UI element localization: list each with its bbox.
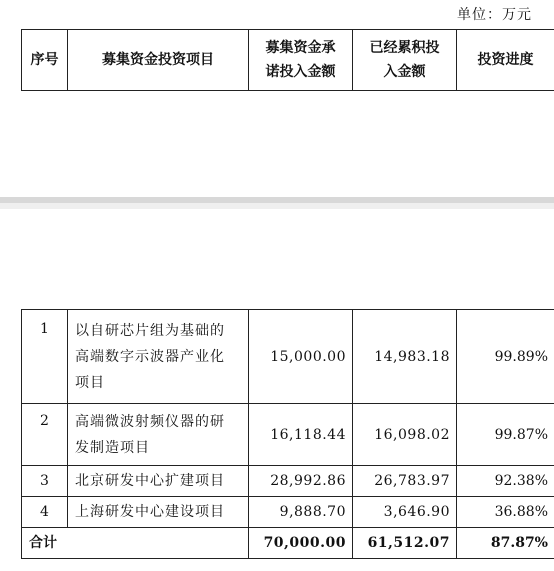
header-no: 序号 [22, 30, 68, 91]
total-label: 合计 [22, 528, 249, 559]
table-row [22, 404, 554, 466]
row-invested: 14,983.18 [353, 310, 457, 404]
total-committed: 70,000.00 [249, 528, 353, 559]
row-progress: 36.88% [457, 497, 554, 528]
header-committed: 募集资金承 诺投入金额 [249, 30, 353, 91]
row-name: 上海研发中心建设项目 [68, 497, 249, 528]
row-committed: 15,000.00 [249, 310, 353, 404]
total-row [22, 528, 554, 559]
page-break-shade-light [0, 203, 554, 209]
row-invested: 3,646.90 [353, 497, 457, 528]
header-progress: 投资进度 [457, 30, 554, 91]
row-committed: 9,888.70 [249, 497, 353, 528]
table-row [22, 497, 554, 528]
table-row [22, 310, 554, 404]
row-progress: 92.38% [457, 466, 554, 497]
table-header [21, 29, 554, 91]
row-invested: 26,783.97 [353, 466, 457, 497]
row-committed: 28,992.86 [249, 466, 353, 497]
row-no: 1 [22, 310, 68, 404]
header-invested: 已经累积投 入金额 [353, 30, 457, 91]
header-project: 募集资金投资项目 [68, 30, 249, 91]
row-committed: 16,118.44 [249, 404, 353, 466]
row-no: 3 [22, 466, 68, 497]
total-invested: 61,512.07 [353, 528, 457, 559]
unit-label: 单位：万元 [457, 7, 532, 23]
row-progress: 99.87% [457, 404, 554, 466]
row-progress: 99.89% [457, 310, 554, 404]
table-body [21, 309, 554, 559]
table-row [22, 466, 554, 497]
row-name: 高端微波射频仪器的研 发制造项目 [68, 404, 249, 466]
row-invested: 16,098.02 [353, 404, 457, 466]
total-progress: 87.87% [457, 528, 554, 559]
row-name: 以自研芯片组为基础的 高端数字示波器产业化 项目 [68, 310, 249, 404]
row-no: 4 [22, 497, 68, 528]
row-name: 北京研发中心扩建项目 [68, 466, 249, 497]
row-no: 2 [22, 404, 68, 466]
